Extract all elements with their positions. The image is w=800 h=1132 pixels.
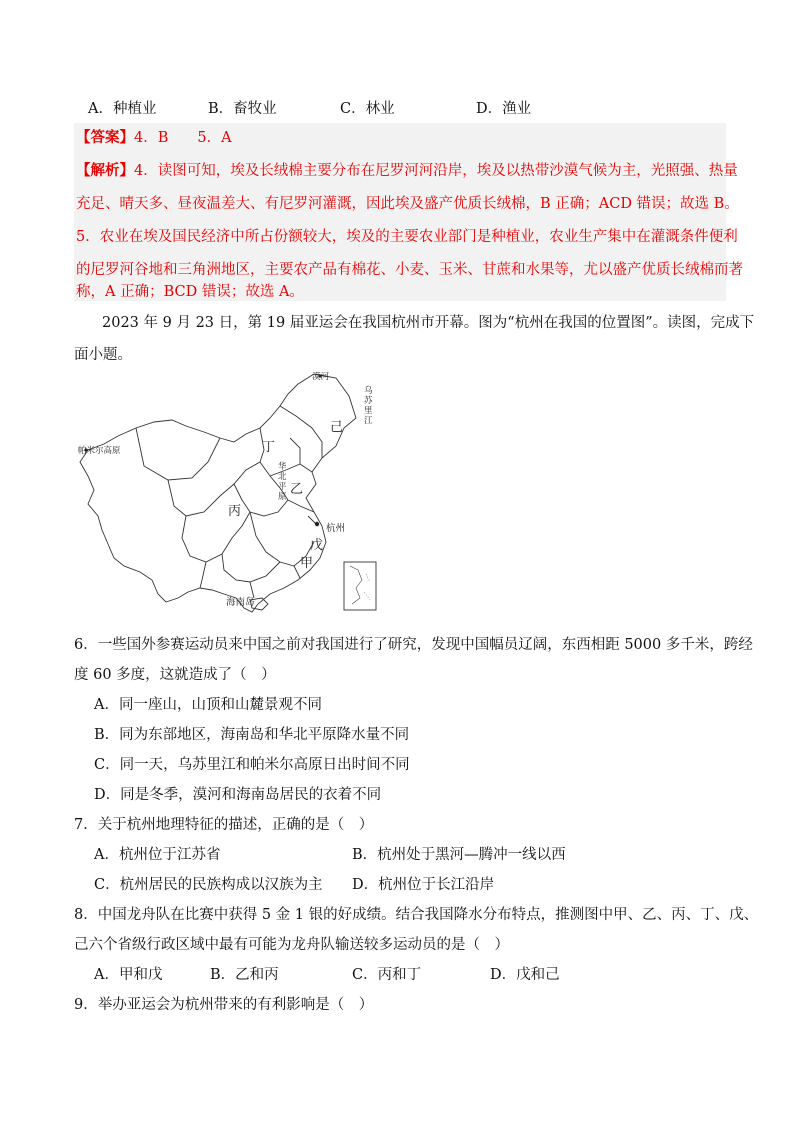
- q8-option-c: C．丙和丁: [352, 967, 422, 983]
- analysis-line-5: 称，A 正确；BCD 错误；故选 A。: [76, 284, 304, 300]
- map-label-yi: 乙: [290, 482, 304, 497]
- q6-option-d: D．同是冬季，漠河和海南岛居民的衣着不同: [94, 787, 382, 803]
- answer-line: [76, 127, 232, 149]
- analysis-text-1: 4．读图可知，埃及长绒棉主要分布在尼罗河河沿岸，埃及以热带沙漠气候为主，光照强、热量: [134, 163, 738, 179]
- q8-stem-1: 8．中国龙舟队在比赛中获得 5 金 1 银的好成绩。结合我国降水分布特点，推测图中甲、乙、丙、丁、戊、: [74, 907, 759, 923]
- analysis-line-3: 5．农业在埃及国民经济中所占份额较大，埃及的主要农业部门是种植业，农业生产集中在灌溉条件便利: [76, 229, 738, 245]
- analysis-line-1: [76, 160, 738, 182]
- q8-option-a: A．甲和戊: [94, 967, 163, 983]
- answer-tag: 【答案】: [76, 129, 134, 146]
- china-map-outline: [74, 366, 384, 614]
- q6-option-a: A．同一座山，山顶和山麓景观不同: [94, 697, 322, 713]
- q7-option-a: A．杭州位于江苏省: [94, 847, 221, 863]
- map-label-wu: 戊: [310, 538, 324, 553]
- map-label-ding: 丁: [262, 440, 276, 455]
- q7-option-d: D．杭州位于长江沿岸: [352, 877, 495, 893]
- q5-option-b: B．畜牧业: [208, 101, 277, 117]
- map-label-jia: 甲: [300, 556, 314, 571]
- q6-stem-1: 6．一些国外参赛运动员来中国之前对我国进行了研究，发现中国幅员辽阔，东西相距 5000 多千米，跨经: [74, 637, 753, 653]
- q8-option-d: D．戊和己: [490, 967, 560, 983]
- map-label-hangzhou: 杭州: [326, 523, 346, 534]
- answer-text: 4．B 5．A: [134, 130, 232, 146]
- q7-option-b: B．杭州处于黑河—腾冲一线以西: [352, 847, 566, 863]
- q8-stem-2: 己六个省级行政区域中最有可能为龙舟队输送较多运动员的是（ ）: [74, 937, 509, 953]
- q7-option-c: C．杭州居民的民族构成以汉族为主: [94, 877, 323, 893]
- map-label-pamir: 帕米尔高原: [78, 446, 121, 456]
- q5-option-c: C．林业: [340, 101, 395, 117]
- map-label-hainan: 海南岛: [226, 597, 255, 608]
- analysis-tag: 【解析】: [76, 162, 134, 179]
- q6-option-c: C．同一天，乌苏里江和帕米尔高原日出时间不同: [94, 757, 410, 773]
- map-label-huabei: 华北平原: [278, 462, 287, 502]
- q9-stem: 9．举办亚运会为杭州带来的有利影响是（ ）: [74, 997, 374, 1013]
- map-label-wusuli: 乌苏里江: [364, 386, 373, 426]
- q6-stem-2: 度 60 多度，这就造成了（ ）: [74, 667, 276, 683]
- china-map-figure: [74, 366, 384, 614]
- analysis-line-2: 充足、晴天多、昼夜温差大、有尼罗河灌溉，因此埃及盛产优质长绒棉，B 正确；ACD 错误；故选 B。: [76, 196, 739, 212]
- q8-option-b: B．乙和丙: [210, 967, 279, 983]
- q6-option-b: B．同为东部地区，海南岛和华北平原降水量不同: [94, 727, 410, 743]
- analysis-line-4: 的尼罗河谷地和三角洲地区，主要农产品有棉花、小麦、玉米、甘蔗和水果等，尤以盛产优质长绒棉而著: [76, 262, 743, 278]
- map-label-mohe: 漠河: [312, 372, 330, 382]
- q7-stem: 7．关于杭州地理特征的描述，正确的是（ ）: [74, 817, 374, 833]
- q5-option-d: D．渔业: [476, 101, 532, 117]
- map-label-ji: 己: [330, 420, 344, 435]
- answer-analysis-box: [74, 123, 743, 301]
- intro-line-1: 2023 年 9 月 23 日，第 19 届亚运会在我国杭州市开幕。图为“杭州在我国的位置图”。读图，完成下: [102, 315, 755, 331]
- intro-line-2: 面小题。: [74, 347, 132, 363]
- map-label-bing: 丙: [228, 504, 242, 519]
- q5-option-a: A．种植业: [88, 101, 157, 117]
